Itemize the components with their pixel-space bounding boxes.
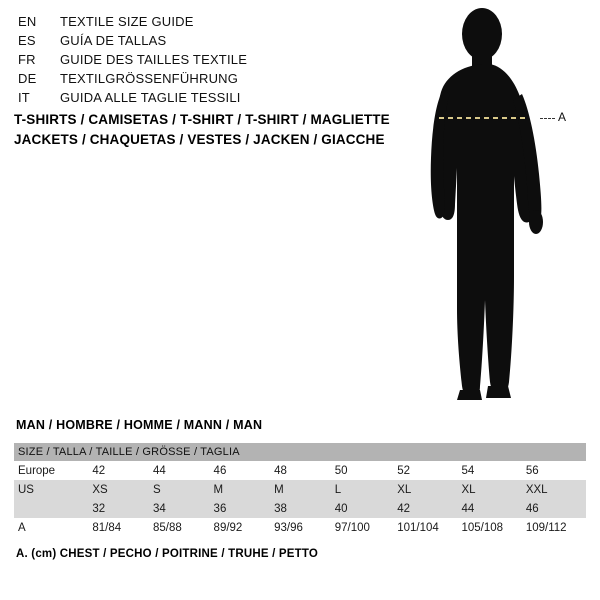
row-label	[14, 499, 88, 518]
language-row	[18, 14, 378, 33]
cell: L	[331, 480, 393, 499]
row-label: A	[14, 518, 88, 537]
cell: 101/104	[393, 518, 457, 537]
language-code: EN	[18, 14, 37, 29]
table-row	[14, 518, 586, 537]
language-code: FR	[18, 52, 36, 67]
cell: 81/84	[88, 518, 149, 537]
row-label: Europe	[14, 461, 88, 480]
category-list	[14, 110, 414, 150]
table-header-row	[14, 443, 586, 461]
measure-label-a: A	[558, 110, 567, 124]
cell: XXL	[522, 480, 586, 499]
language-text: GUIDA ALLE TAGLIE TESSILI	[60, 90, 241, 105]
language-row	[18, 33, 378, 52]
cell: 32	[88, 499, 149, 518]
cell: 97/100	[331, 518, 393, 537]
footnote: A. (cm) CHEST / PECHO / POITRINE / TRUHE / PETTO	[16, 548, 319, 560]
category-jackets: JACKETS / CHAQUETAS / VESTES / JACKEN / GIACCHE	[14, 132, 385, 147]
language-text: TEXTILE SIZE GUIDE	[60, 14, 194, 29]
cell: 105/108	[458, 518, 522, 537]
cell: 34	[149, 499, 210, 518]
language-row	[18, 71, 378, 90]
cell: 36	[210, 499, 271, 518]
cell: XL	[458, 480, 522, 499]
cell: 93/96	[270, 518, 331, 537]
cell: 89/92	[210, 518, 271, 537]
cell: 42	[88, 461, 149, 480]
table-title: MAN / HOMBRE / HOMME / MANN / MAN	[16, 418, 263, 432]
measure-leader-line	[540, 118, 555, 119]
silhouette-icon	[410, 8, 590, 408]
language-row	[18, 90, 378, 109]
male-silhouette-figure	[410, 8, 590, 408]
category-tshirts: T-SHIRTS / CAMISETAS / T-SHIRT / T-SHIRT / MAGLIETTE	[14, 112, 390, 127]
cell: 52	[393, 461, 457, 480]
language-text: GUÍA DE TALLAS	[60, 33, 167, 48]
cell: XL	[393, 480, 457, 499]
language-list	[18, 14, 378, 109]
cell: 46	[522, 499, 586, 518]
cell: 109/112	[522, 518, 586, 537]
cell: 42	[393, 499, 457, 518]
size-table	[14, 443, 586, 537]
language-text: GUIDE DES TAILLES TEXTILE	[60, 52, 248, 67]
language-text: TEXTILGRÖSSENFÜHRUNG	[60, 71, 239, 86]
cell: 38	[270, 499, 331, 518]
language-code: ES	[18, 33, 36, 48]
cell: 48	[270, 461, 331, 480]
language-code: DE	[18, 71, 37, 86]
table-row	[14, 499, 586, 518]
cell: M	[210, 480, 271, 499]
cell: 54	[458, 461, 522, 480]
cell: 85/88	[149, 518, 210, 537]
table-header-label: SIZE / TALLA / TAILLE / GRÖSSE / TAGLIA	[14, 443, 586, 461]
cell: 44	[458, 499, 522, 518]
cell: 44	[149, 461, 210, 480]
cell: 40	[331, 499, 393, 518]
cell: XS	[88, 480, 149, 499]
language-row	[18, 52, 378, 71]
cell: S	[149, 480, 210, 499]
cell: 56	[522, 461, 586, 480]
table-row	[14, 461, 586, 480]
table-row	[14, 480, 586, 499]
cell: M	[270, 480, 331, 499]
cell: 50	[331, 461, 393, 480]
cell: 46	[210, 461, 271, 480]
row-label: US	[14, 480, 88, 499]
language-code: IT	[18, 90, 30, 105]
